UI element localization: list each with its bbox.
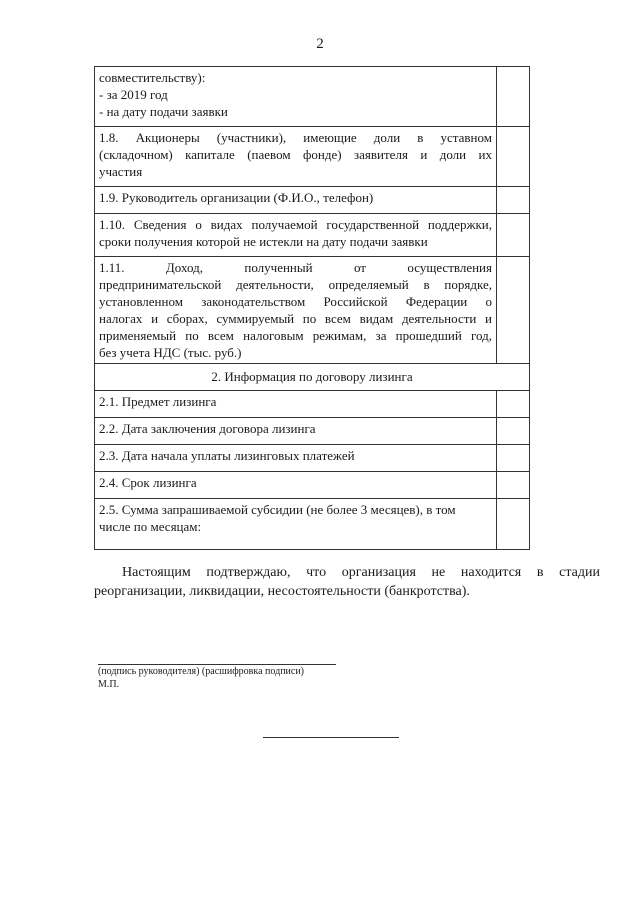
row-value-1-9[interactable] <box>497 187 530 214</box>
row-text-line: 1.11. Доход, полученный от осуществления <box>99 260 492 275</box>
row-value-2-3[interactable] <box>497 445 530 472</box>
application-form-table <box>94 66 530 550</box>
row-text-line: совместительству): <box>99 70 206 85</box>
row-label-1-9 <box>95 187 497 214</box>
row-text-line: числе по месяцам: <box>99 519 202 534</box>
table-row <box>95 257 530 364</box>
row-label-1-10 <box>95 214 497 257</box>
row-text-line: 2.5. Сумма запрашиваемой субсидии (не более 3 месяцев), в том <box>99 502 456 517</box>
row-value-2-4[interactable] <box>497 472 530 499</box>
row-label-1-11 <box>95 257 497 364</box>
row-label-2-5 <box>95 499 497 550</box>
confirmation-line: реорганизации, ликвидации, несостоятельности (банкротства). <box>94 584 470 599</box>
signature-caption: (подпись руководителя) (расшифровка подписи) <box>98 666 305 677</box>
confirmation-statement <box>94 563 600 601</box>
row-value-1-7[interactable] <box>497 67 530 127</box>
table-row <box>95 67 530 127</box>
row-text-line: участия <box>99 164 143 179</box>
row-text-line: сроки получения которой не истекли на дату подачи заявки <box>99 234 428 249</box>
row-label-1-7-continued <box>95 67 497 127</box>
stamp-caption: М.П. <box>98 679 120 690</box>
section-2-title: 2. Информация по договору лизинга <box>95 364 530 391</box>
table-row <box>95 127 530 187</box>
row-label-2-4: 2.4. Срок лизинга <box>95 472 497 499</box>
table-row <box>95 472 530 499</box>
row-label-2-2: 2.2. Дата заключения договора лизинга <box>95 418 497 445</box>
table-row <box>95 445 530 472</box>
row-text-line: - за 2019 год <box>99 87 168 102</box>
table-row <box>95 187 530 214</box>
row-value-1-10[interactable] <box>497 214 530 257</box>
row-text-line: 1.10. Сведения о видах получаемой государственной поддержки, <box>99 217 492 232</box>
row-label-2-1: 2.1. Предмет лизинга <box>95 391 497 418</box>
row-label-1-8 <box>95 127 497 187</box>
table-row <box>95 214 530 257</box>
row-text-line: установленном законодательством Российской Федерации о <box>99 294 492 309</box>
row-text-line: 1.9. Руководитель организации (Ф.И.О., телефон) <box>99 190 374 205</box>
row-text-line: налогах и сборах, суммируемый по всем видам деятельности и <box>99 311 492 326</box>
row-value-2-1[interactable] <box>497 391 530 418</box>
row-value-2-2[interactable] <box>497 418 530 445</box>
row-label-2-3: 2.3. Дата начала уплаты лизинговых платежей <box>95 445 497 472</box>
row-text-line: применяемый по всем налоговым режимам, за прошедший год, <box>99 328 492 343</box>
closing-divider <box>263 737 399 738</box>
row-value-1-11[interactable] <box>497 257 530 364</box>
table-row <box>95 418 530 445</box>
row-value-2-5[interactable] <box>497 499 530 550</box>
table-row <box>95 391 530 418</box>
page-number: 2 <box>316 36 324 52</box>
table-row <box>95 364 530 391</box>
row-text-line: - на дату подачи заявки <box>99 104 228 119</box>
row-text-line: без учета НДС (тыс. руб.) <box>99 345 242 360</box>
row-text-line: (складочном) капитале (паевом фонде) заявителя и доли их <box>99 147 492 162</box>
confirmation-line: Настоящим подтверждаю, что организация не находится в стадии <box>122 565 600 580</box>
signature-line <box>98 664 336 665</box>
row-text-line: предпринимательской деятельности, определяемый в порядке, <box>99 277 492 292</box>
table-row <box>95 499 530 550</box>
row-value-1-8[interactable] <box>497 127 530 187</box>
row-text-line: 1.8. Акционеры (участники), имеющие доли в уставном <box>99 130 492 145</box>
